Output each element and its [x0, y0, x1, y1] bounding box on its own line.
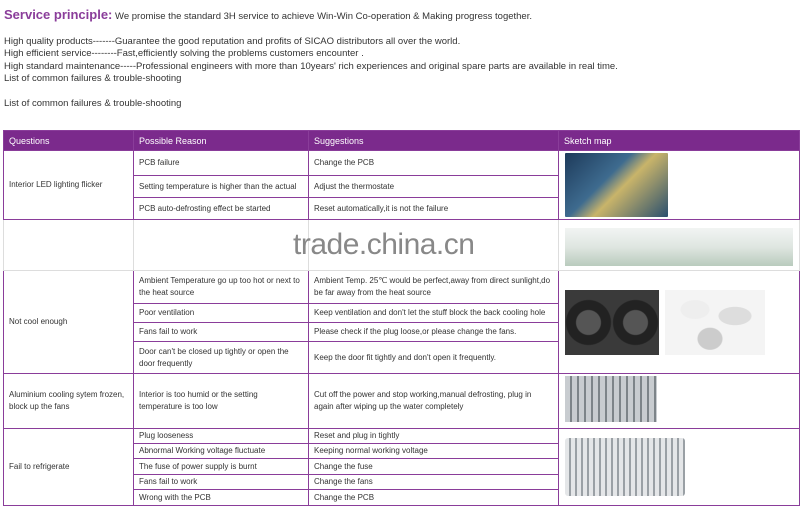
reason-cell: Fans fail to work [134, 323, 309, 342]
intro-line: High standard maintenance-----Professional engineers with more than 10years' rich experiences and original spare parts are available in real time. [4, 60, 618, 72]
tagline: We promise the standard 3H service to achieve Win-Win Co-operation & Making progress together. [115, 11, 532, 22]
table-row [4, 374, 800, 429]
suggestion-cell: Adjust the thermostate [309, 176, 559, 198]
table-row [4, 271, 800, 304]
table-row [4, 429, 800, 444]
sketch-cell [559, 271, 800, 374]
suggestion-cell: Cut off the power and stop working,manual defrosting, plug in again after wiping up the water completely [309, 374, 559, 429]
reason-cell: Fans fail to work [134, 475, 309, 490]
suggestion-cell: Change the fuse [309, 459, 559, 475]
header-sketch: Sketch map [559, 131, 800, 151]
reason-cell: The fuse of power supply is burnt [134, 459, 309, 475]
header-reason: Possible Reason [134, 131, 309, 151]
sketch-cell [559, 374, 800, 429]
reason-cell: PCB auto-defrosting effect be started [134, 198, 309, 220]
reason-cell: PCB failure [134, 151, 309, 176]
service-title: Service principle: [4, 7, 113, 22]
intro-line: List of common failures & trouble-shooting [4, 73, 182, 84]
intro-line: High quality products-------Guarantee the good reputation and profits of SICAO distributors all over the world. [4, 35, 461, 47]
list-heading: List of common failures & trouble-shooting [4, 97, 182, 109]
sketch-cell [559, 429, 800, 506]
reason-cell: Setting temperature is higher than the actual [134, 176, 309, 198]
blurred-image [565, 228, 793, 266]
troubleshooting-table [3, 130, 800, 506]
reason-cell: Ambient Temperature go up too hot or next to the heat source [134, 271, 309, 304]
pcb-image [565, 153, 668, 217]
reason-cell: Interior is too humid or the setting temperature is too low [134, 374, 309, 429]
fan-image [565, 290, 659, 355]
suggestion-cell: Reset and plug in tightly [309, 429, 559, 444]
suggestion-cell: Keep ventilation and don't let the stuff block the back cooling hole [309, 304, 559, 323]
question-cell: Not cool enough [4, 271, 134, 374]
header-suggestions: Suggestions [309, 131, 559, 151]
suggestion-cell: Reset automatically,it is not the failure [309, 198, 559, 220]
intro-line: High efficient service--------Fast,efficiently solving the problems customers encounter . [4, 48, 364, 59]
heatsink-image [565, 376, 657, 422]
suggestion-cell: Change the PCB [309, 151, 559, 176]
suggestion-cell: Ambient Temp. 25℃ would be perfect,away from direct sunlight,do be far away from the heat source [309, 271, 559, 304]
reason-cell: Wrong with the PCB [134, 490, 309, 506]
reason-cell: Poor ventilation [134, 304, 309, 323]
sketch-cell [559, 151, 800, 220]
peltier-image [665, 290, 765, 355]
reason-cell: Abnormal Working voltage fluctuate [134, 444, 309, 459]
watermark: trade.china.cn [293, 228, 475, 261]
question-cell: Fail to refrigerate [4, 429, 134, 506]
table-row [4, 151, 800, 176]
suggestion-cell: Keep the door fit tightly and don't open it frequently. [309, 342, 559, 374]
suggestion-cell: Change the fans [309, 475, 559, 490]
question-cell: Interior LED lighting flicker [4, 151, 134, 220]
suggestion-cell: Change the PCB [309, 490, 559, 506]
table-header [4, 131, 800, 151]
suggestion-cell: Keeping normal working voltage [309, 444, 559, 459]
heatsinks-image [565, 438, 685, 496]
reason-cell: Door can't be closed up tightly or open the door frequently [134, 342, 309, 374]
intro [4, 9, 618, 110]
reason-cell: Plug looseness [134, 429, 309, 444]
suggestion-cell: Please check if the plug loose,or please change the fans. [309, 323, 559, 342]
question-cell: Aluminium cooling sytem frozen, block up the fans [4, 374, 134, 429]
header-questions: Questions [4, 131, 134, 151]
